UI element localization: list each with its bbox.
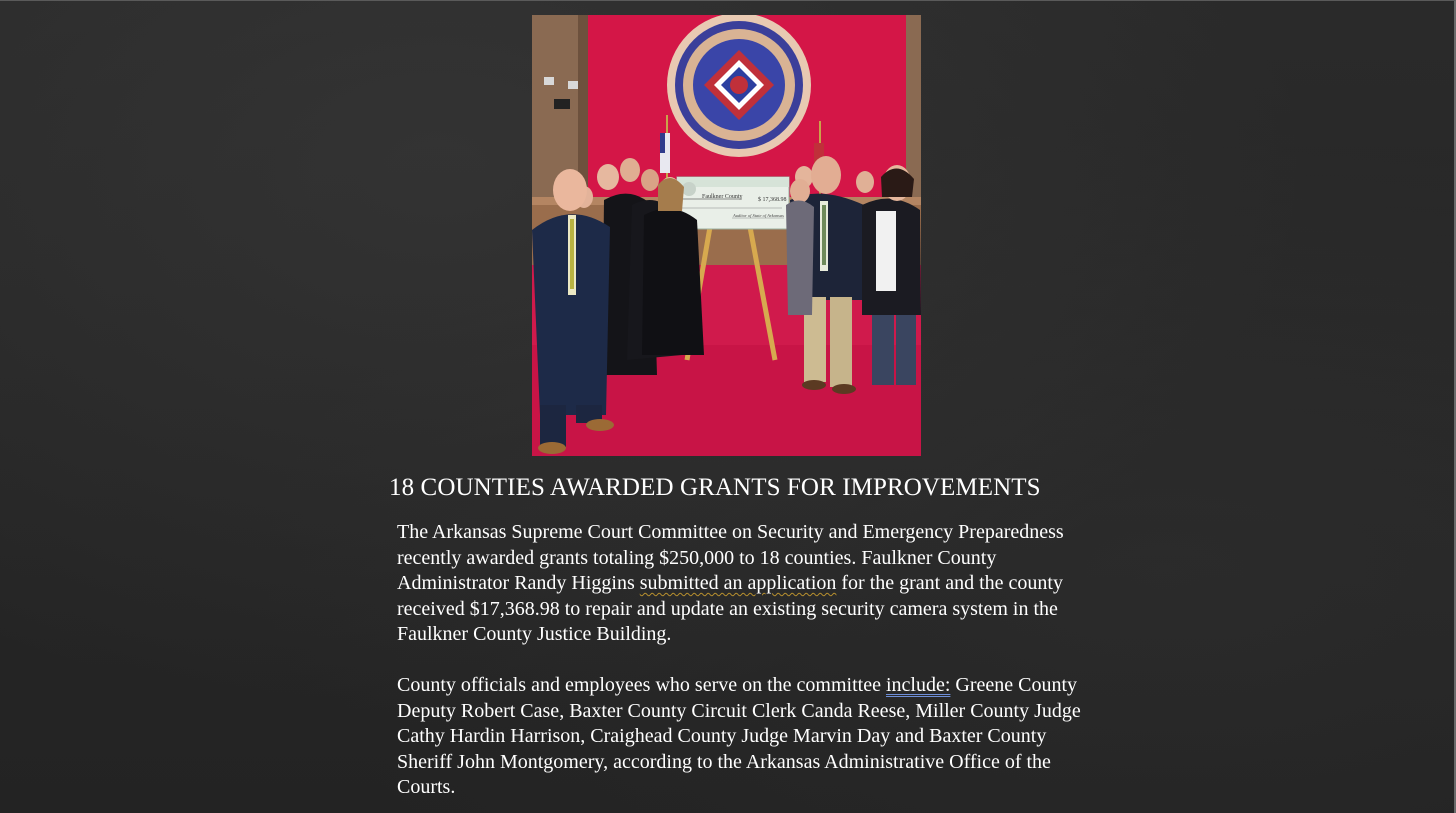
group-photo-illustration <box>532 15 921 456</box>
paragraph-committee-members <box>397 673 1097 801</box>
paragraph-2-text-start: County officials and employees who serve on the committee <box>397 674 886 696</box>
state-seal <box>667 15 811 157</box>
check-payee: Faulkner County <box>702 194 743 200</box>
paragraph-2-text-end: Greene County Deputy Robert Case, Baxter County Circuit Clerk Canda Reese, Miller County Judge Cathy Hardin Harrison, Craighead County Judge Marvin Day and Baxter County Sheriff John Montgomery, according to the Arkansas Administrative Office of the Courts. <box>397 674 1081 798</box>
grammar-marked-word[interactable]: include: <box>885 674 951 696</box>
paragraph-1-text-start: The Arkansas Supreme Court Committee on Security and Emergency Preparedness recently awarded grants totaling $250,000 to 18 counties. Faulkner County Administrator Randy Higgins <box>397 521 1064 594</box>
spelling-marked-phrase[interactable]: submitted an application <box>639 572 837 594</box>
paragraph-grant-award <box>397 520 1097 648</box>
paragraph-1-text-end: for the grant and the county received $17,368.98 to repair and update an existing security camera system in the Faulkner County Justice Building. <box>397 572 1063 645</box>
group-photo <box>532 15 921 456</box>
article-headline: 18 COUNTIES AWARDED GRANTS FOR IMPROVEMENTS <box>389 474 1041 501</box>
check-amount: $ 17,368.98 <box>758 197 787 203</box>
article-body <box>397 520 1097 801</box>
check-signature: Auditor of State of Arkansas <box>733 213 784 218</box>
